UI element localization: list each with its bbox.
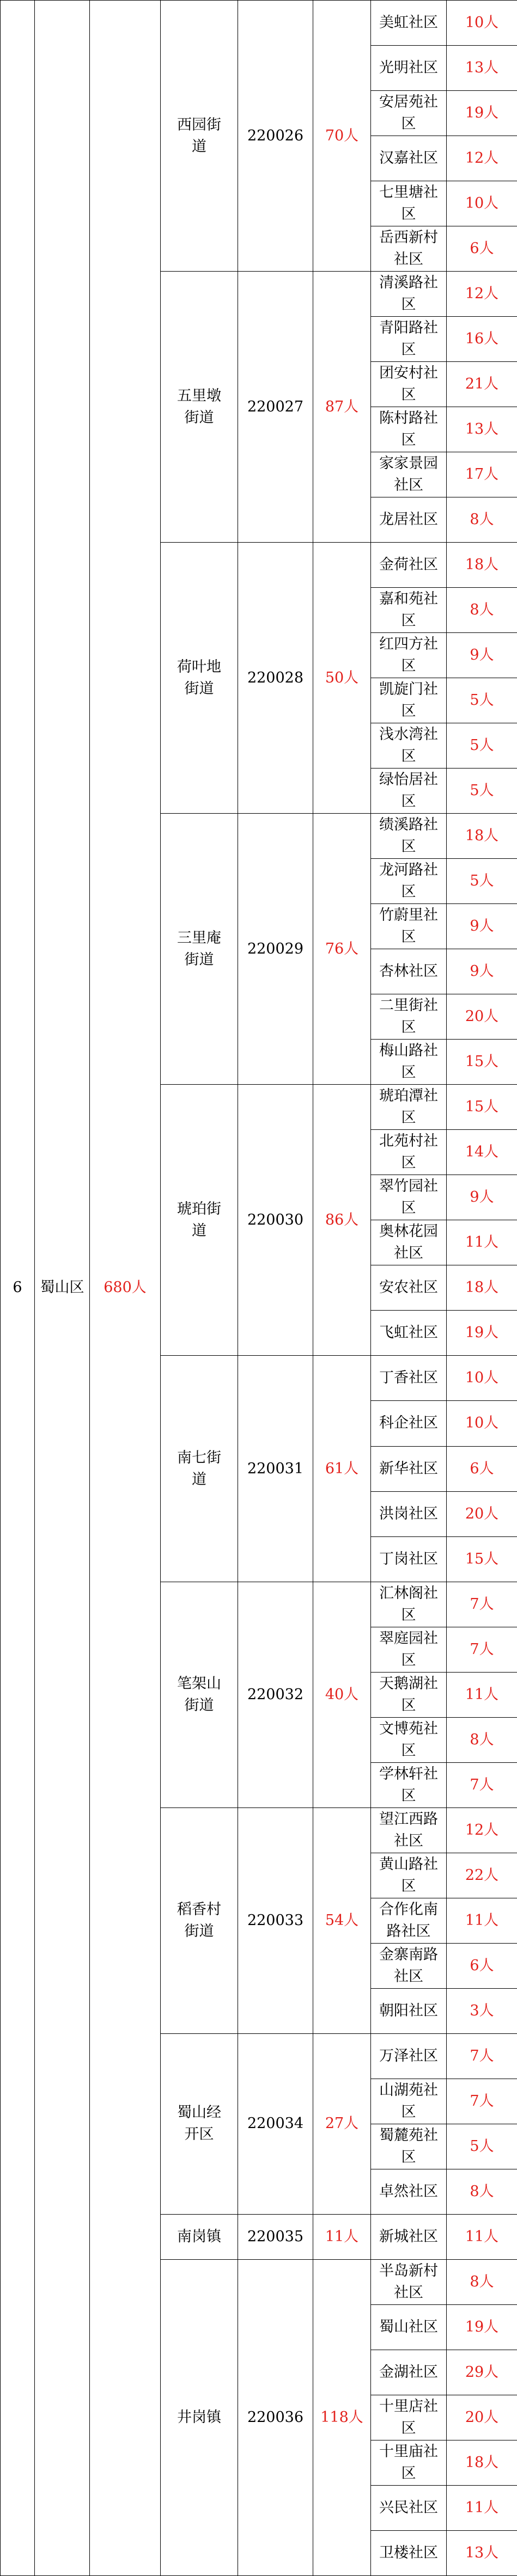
community-name: 北苑村社区 — [371, 1130, 447, 1175]
community-name: 汇林阁社区 — [371, 1582, 447, 1627]
community-name: 十里店社区 — [371, 2395, 447, 2440]
street-name: 琥珀街道 — [161, 1085, 238, 1356]
community-name: 奥林花园社区 — [371, 1220, 447, 1265]
community-count: 8人 — [447, 1717, 517, 1762]
street-code: 220031 — [238, 1356, 313, 1582]
community-count: 12人 — [447, 272, 517, 317]
community-count: 22人 — [447, 1853, 517, 1898]
community-count: 8人 — [447, 588, 517, 633]
street-name: 荷叶地街道 — [161, 543, 238, 814]
community-name: 绿怡居社区 — [371, 769, 447, 814]
community-name: 蜀山社区 — [371, 2304, 447, 2350]
street-count: 87人 — [313, 272, 371, 543]
community-name: 光明社区 — [371, 46, 447, 91]
community-name: 新城社区 — [371, 2214, 447, 2259]
community-count: 13人 — [447, 2530, 517, 2575]
table-row — [1, 1, 517, 46]
community-count: 13人 — [447, 407, 517, 452]
community-name: 望江西路社区 — [371, 1807, 447, 1853]
community-count: 6人 — [447, 226, 517, 272]
community-count: 11人 — [447, 1672, 517, 1717]
community-count: 18人 — [447, 2440, 517, 2485]
community-count: 10人 — [447, 1401, 517, 1446]
row-index: 6 — [1, 1, 35, 2576]
community-name: 朝阳社区 — [371, 1988, 447, 2033]
community-count: 5人 — [447, 859, 517, 904]
community-count: 19人 — [447, 91, 517, 136]
community-count: 19人 — [447, 2304, 517, 2350]
table-body — [1, 1, 517, 2576]
community-name: 翠庭园社区 — [371, 1627, 447, 1672]
community-count: 17人 — [447, 452, 517, 497]
community-count: 5人 — [447, 769, 517, 814]
street-code: 220035 — [238, 2214, 313, 2259]
community-count: 7人 — [447, 1582, 517, 1627]
community-count: 9人 — [447, 1175, 517, 1220]
community-count: 18人 — [447, 814, 517, 859]
community-count: 11人 — [447, 2214, 517, 2259]
street-name: 南岗镇 — [161, 2214, 238, 2259]
community-count: 16人 — [447, 317, 517, 362]
community-name: 洪岗社区 — [371, 1491, 447, 1536]
community-name: 蜀麓苑社区 — [371, 2124, 447, 2169]
street-name: 蜀山经开区 — [161, 2033, 238, 2214]
community-name: 兴民社区 — [371, 2485, 447, 2530]
community-name: 安农社区 — [371, 1265, 447, 1311]
community-count: 9人 — [447, 949, 517, 994]
community-name: 凯旋门社区 — [371, 678, 447, 723]
community-name: 天鹅湖社区 — [371, 1672, 447, 1717]
street-code: 220034 — [238, 2033, 313, 2214]
community-name: 丁岗社区 — [371, 1536, 447, 1582]
community-count: 11人 — [447, 1898, 517, 1943]
street-code: 220027 — [238, 272, 313, 543]
street-name: 井岗镇 — [161, 2259, 238, 2575]
community-name: 清溪路社区 — [371, 272, 447, 317]
community-count: 15人 — [447, 1536, 517, 1582]
community-count: 14人 — [447, 1130, 517, 1175]
street-name: 笔架山街道 — [161, 1582, 238, 1807]
community-name: 十里庙社区 — [371, 2440, 447, 2485]
street-count: 40人 — [313, 1582, 371, 1807]
community-count: 10人 — [447, 181, 517, 226]
street-count: 27人 — [313, 2033, 371, 2214]
community-count: 20人 — [447, 2395, 517, 2440]
street-code: 220036 — [238, 2259, 313, 2575]
community-name: 金寨南路社区 — [371, 1943, 447, 1988]
community-name: 安居苑社区 — [371, 91, 447, 136]
community-count: 5人 — [447, 723, 517, 769]
street-code: 220029 — [238, 814, 313, 1085]
street-count: 86人 — [313, 1085, 371, 1356]
community-name: 飞虹社区 — [371, 1311, 447, 1356]
street-name: 五里墩街道 — [161, 272, 238, 543]
street-name: 南七街道 — [161, 1356, 238, 1582]
community-count: 18人 — [447, 543, 517, 588]
community-name: 科企社区 — [371, 1401, 447, 1446]
street-count: 76人 — [313, 814, 371, 1085]
community-count: 3人 — [447, 1988, 517, 2033]
community-name: 龙河路社区 — [371, 859, 447, 904]
community-count: 7人 — [447, 1627, 517, 1672]
community-count: 20人 — [447, 994, 517, 1040]
community-name: 二里街社区 — [371, 994, 447, 1040]
community-name: 家家景园社区 — [371, 452, 447, 497]
community-name: 琥珀潭社区 — [371, 1085, 447, 1130]
community-name: 半岛新村社区 — [371, 2259, 447, 2304]
community-name: 学林轩社区 — [371, 1762, 447, 1807]
community-count: 12人 — [447, 1807, 517, 1853]
community-count: 10人 — [447, 1, 517, 46]
community-name: 梅山路社区 — [371, 1040, 447, 1085]
community-name: 卫楼社区 — [371, 2530, 447, 2575]
community-count: 20人 — [447, 1491, 517, 1536]
street-count: 54人 — [313, 1807, 371, 2033]
community-name: 青阳路社区 — [371, 317, 447, 362]
community-name: 万泽社区 — [371, 2033, 447, 2079]
street-count: 11人 — [313, 2214, 371, 2259]
community-name: 红四方社区 — [371, 633, 447, 678]
district-name: 蜀山区 — [35, 1, 90, 2576]
community-count: 12人 — [447, 136, 517, 181]
community-name: 杏林社区 — [371, 949, 447, 994]
community-count: 11人 — [447, 1220, 517, 1265]
community-count: 13人 — [447, 46, 517, 91]
street-name: 稻香村街道 — [161, 1807, 238, 2033]
community-name: 金湖社区 — [371, 2350, 447, 2395]
community-name: 新华社区 — [371, 1446, 447, 1491]
community-name: 文博苑社区 — [371, 1717, 447, 1762]
community-count: 21人 — [447, 362, 517, 407]
community-count: 6人 — [447, 1943, 517, 1988]
community-name: 七里塘社区 — [371, 181, 447, 226]
community-name: 丁香社区 — [371, 1356, 447, 1401]
community-count: 15人 — [447, 1085, 517, 1130]
street-code: 220028 — [238, 543, 313, 814]
street-count: 50人 — [313, 543, 371, 814]
street-code: 220026 — [238, 1, 313, 272]
community-count: 9人 — [447, 904, 517, 949]
community-name: 龙居社区 — [371, 497, 447, 543]
community-count: 5人 — [447, 678, 517, 723]
community-name: 竹蔚里社区 — [371, 904, 447, 949]
community-name: 绩溪路社区 — [371, 814, 447, 859]
community-name: 团安村社区 — [371, 362, 447, 407]
community-name: 嘉和苑社区 — [371, 588, 447, 633]
community-name: 汉嘉社区 — [371, 136, 447, 181]
street-name: 三里庵街道 — [161, 814, 238, 1085]
street-count: 61人 — [313, 1356, 371, 1582]
community-count: 8人 — [447, 497, 517, 543]
community-count: 19人 — [447, 1311, 517, 1356]
street-code: 220032 — [238, 1582, 313, 1807]
community-count: 8人 — [447, 2169, 517, 2214]
community-name: 陈村路社区 — [371, 407, 447, 452]
community-count: 6人 — [447, 1446, 517, 1491]
community-count: 9人 — [447, 633, 517, 678]
community-name: 合作化南路社区 — [371, 1898, 447, 1943]
community-count: 10人 — [447, 1356, 517, 1401]
street-count: 118人 — [313, 2259, 371, 2575]
street-name: 西园街道 — [161, 1, 238, 272]
community-count: 29人 — [447, 2350, 517, 2395]
community-count: 15人 — [447, 1040, 517, 1085]
community-name: 美虹社区 — [371, 1, 447, 46]
street-count: 70人 — [313, 1, 371, 272]
district-total: 680人 — [90, 1, 161, 2576]
community-count: 18人 — [447, 1265, 517, 1311]
street-code: 220033 — [238, 1807, 313, 2033]
community-name: 山湖苑社区 — [371, 2079, 447, 2124]
community-name: 浅水湾社区 — [371, 723, 447, 769]
community-count: 7人 — [447, 2033, 517, 2079]
street-code: 220030 — [238, 1085, 313, 1356]
community-count: 8人 — [447, 2259, 517, 2304]
community-name: 岳西新村社区 — [371, 226, 447, 272]
community-name: 黄山路社区 — [371, 1853, 447, 1898]
community-count: 7人 — [447, 1762, 517, 1807]
community-name: 金荷社区 — [371, 543, 447, 588]
community-count: 5人 — [447, 2124, 517, 2169]
community-name: 卓然社区 — [371, 2169, 447, 2214]
community-count: 7人 — [447, 2079, 517, 2124]
community-name: 翠竹园社区 — [371, 1175, 447, 1220]
community-count: 11人 — [447, 2485, 517, 2530]
